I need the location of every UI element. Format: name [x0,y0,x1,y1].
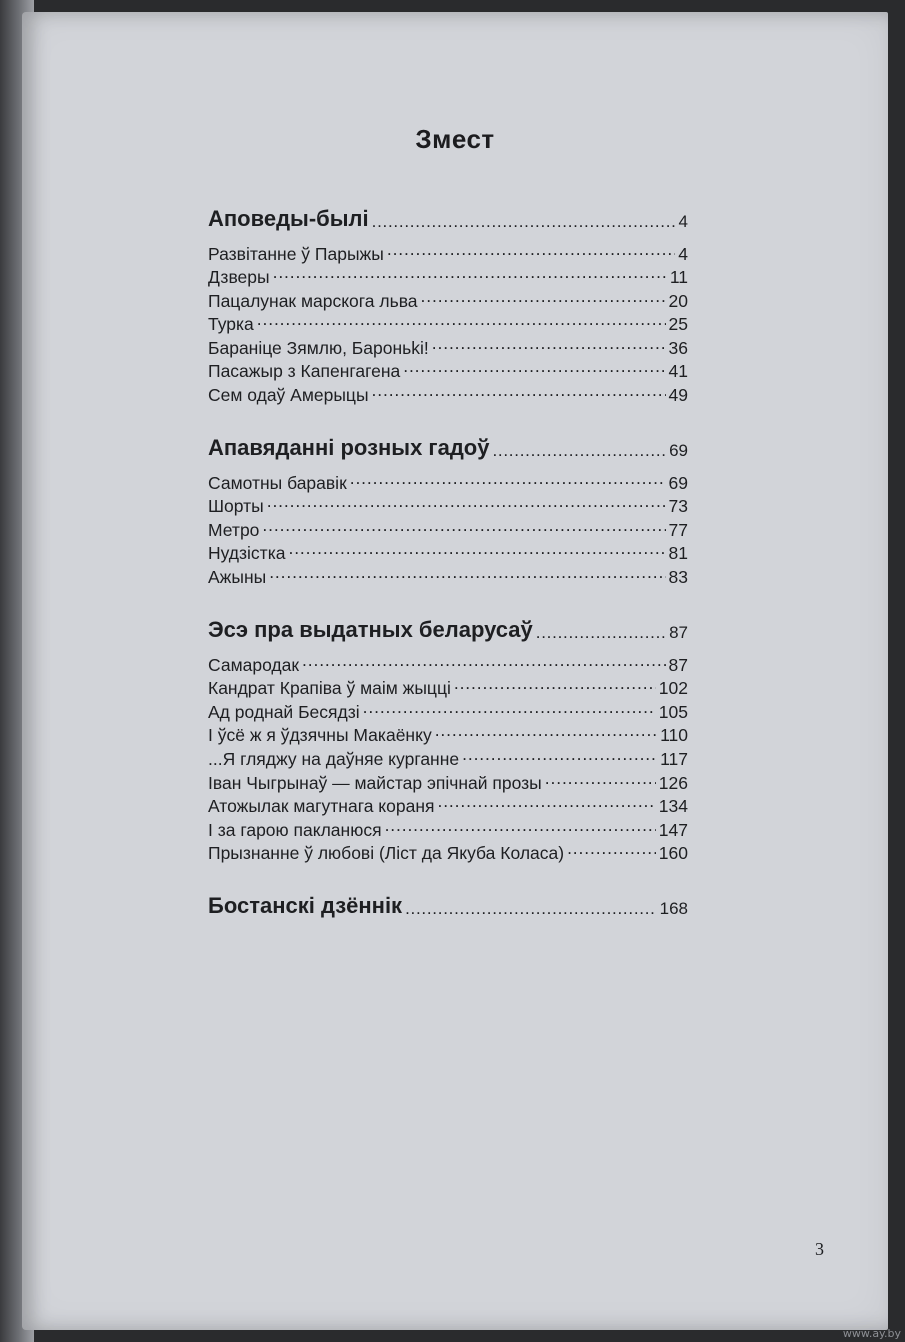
entry-page-number: 147 [658,819,688,840]
toc-entry [208,495,688,519]
entry-title: Прызнанне ў любові (Ліст да Якуба Коласа) [208,843,565,864]
entry-page-number: 25 [668,314,688,335]
section-heading-row [208,417,688,463]
toc-entry [208,795,688,819]
page-number: 3 [815,1239,824,1259]
entry-title: Бараніце Зямлю, Бароньki! [208,337,429,358]
toc-entry [208,336,688,360]
entry-title: Нудзістка [208,543,286,564]
toc-entry [208,313,688,337]
entry-page-number: 105 [658,701,688,722]
entry-title: Іван Чыгрынаў — майстар эпічнай прозы [208,772,542,793]
dot-leader [454,677,656,695]
entry-page-number: 110 [660,725,688,746]
entry-title: Кандрат Крапіва ў маім жыцці [208,678,451,699]
entry-page-number: 20 [668,290,688,311]
entry-page-number: 4 [678,243,688,264]
toc-entry [208,724,688,748]
toc-entry [208,289,688,313]
entry-title: Развітанне ў Парыжы [208,243,384,264]
toc-section [208,188,688,407]
entry-title: Метро [208,519,260,540]
dot-leader [350,471,666,489]
dot-leader [269,566,665,584]
entry-title: Ад роднай Бесядзі [208,701,360,722]
dot-leader [257,313,666,331]
entry-title: Шорты [208,496,264,517]
toc-entry [208,566,688,590]
dot-leader [262,518,665,536]
toc-entry [208,771,688,795]
entry-list [208,653,688,865]
book-page [22,12,888,1330]
watermark: www.ay.by [842,1327,901,1340]
entry-title: І ўсё ж я ўдзячны Макаёнку [208,725,432,746]
entry-page-number: 11 [669,267,688,288]
entry-page-number: 81 [668,543,688,564]
entry-page-number: 41 [668,361,688,382]
dot-leader [385,818,656,836]
toc-entry [208,384,688,408]
section-heading-row [208,875,688,921]
dot-leader [432,336,666,354]
table-of-contents [208,188,688,921]
entry-title: ...Я гляджу на даўняе курганне [208,749,460,769]
dot-leader [462,748,657,766]
entry-title: Самародак [208,654,300,675]
dot-leader [372,384,666,402]
toc-entry [208,748,688,772]
dot-leader [536,626,666,643]
dot-leader [492,444,666,461]
dot-leader [267,495,666,513]
toc-entry [208,471,688,495]
entry-page-number: 83 [668,567,688,588]
dot-leader [435,724,657,742]
entry-page-number: 134 [658,796,688,817]
entry-list [208,242,688,407]
toc-entry [208,518,688,542]
section-page-number: 4 [678,212,688,231]
toc-entry [208,653,688,677]
dot-leader [437,795,655,813]
section-heading: Бостанскі дзённік [208,893,403,919]
section-heading: Эсэ пра выдатных беларусаў [208,617,533,643]
entry-page-number: 69 [668,472,688,493]
page-title: Змест [415,124,495,154]
entry-page-number: 73 [668,496,688,517]
toc-entry [208,818,688,842]
dot-leader [387,242,675,260]
dot-leader [288,542,665,560]
section-page-number: 87 [669,623,688,643]
entry-list [208,471,688,589]
entry-page-number: 36 [668,337,688,358]
entry-title: Пасажыр з Капенгагена [208,361,401,382]
section-heading-row [208,188,688,234]
dot-leader [405,902,657,919]
entry-page-number: 87 [668,654,688,675]
dot-leader [372,215,676,232]
section-page-number: 69 [669,441,688,461]
section-heading: Апавяданні розных гадоў [208,435,490,461]
entry-page-number: 77 [668,519,688,540]
entry-title: Атожылак магутнага кораня [208,796,435,817]
toc-entry [208,266,688,290]
toc-section [208,875,688,921]
dot-leader [421,289,666,307]
entry-title: Турка [208,314,254,335]
dot-leader [363,700,656,718]
dot-leader [545,771,656,789]
toc-entry [208,700,688,724]
dot-leader [567,842,656,860]
entry-title: Сем одаў Амерыцы [208,385,369,406]
toc-entry [208,242,688,266]
entry-page-number: 126 [658,772,688,793]
section-heading-row [208,599,688,645]
toc-section [208,599,688,865]
entry-title: Дзверы [208,267,270,288]
toc-entry [208,542,688,566]
entry-page-number: 49 [668,385,688,406]
dot-leader [403,360,665,378]
toc-entry [208,677,688,701]
dot-leader [273,266,667,284]
section-heading: Аповеды-былі [208,206,369,231]
entry-page-number: 160 [658,843,688,864]
section-page-number: 168 [659,899,688,919]
entry-title: Ажыны [208,567,267,588]
entry-page-number: 117 [660,749,688,769]
dot-leader [302,653,666,671]
entry-page-number: 102 [658,678,688,699]
entry-title: І за гарою пакланюся [208,819,382,840]
entry-title: Пацалунак марскога льва [208,290,418,311]
toc-entry [208,842,688,866]
toc-section [208,417,688,589]
toc-entry [208,360,688,384]
entry-title: Самотны баравік [208,472,347,493]
